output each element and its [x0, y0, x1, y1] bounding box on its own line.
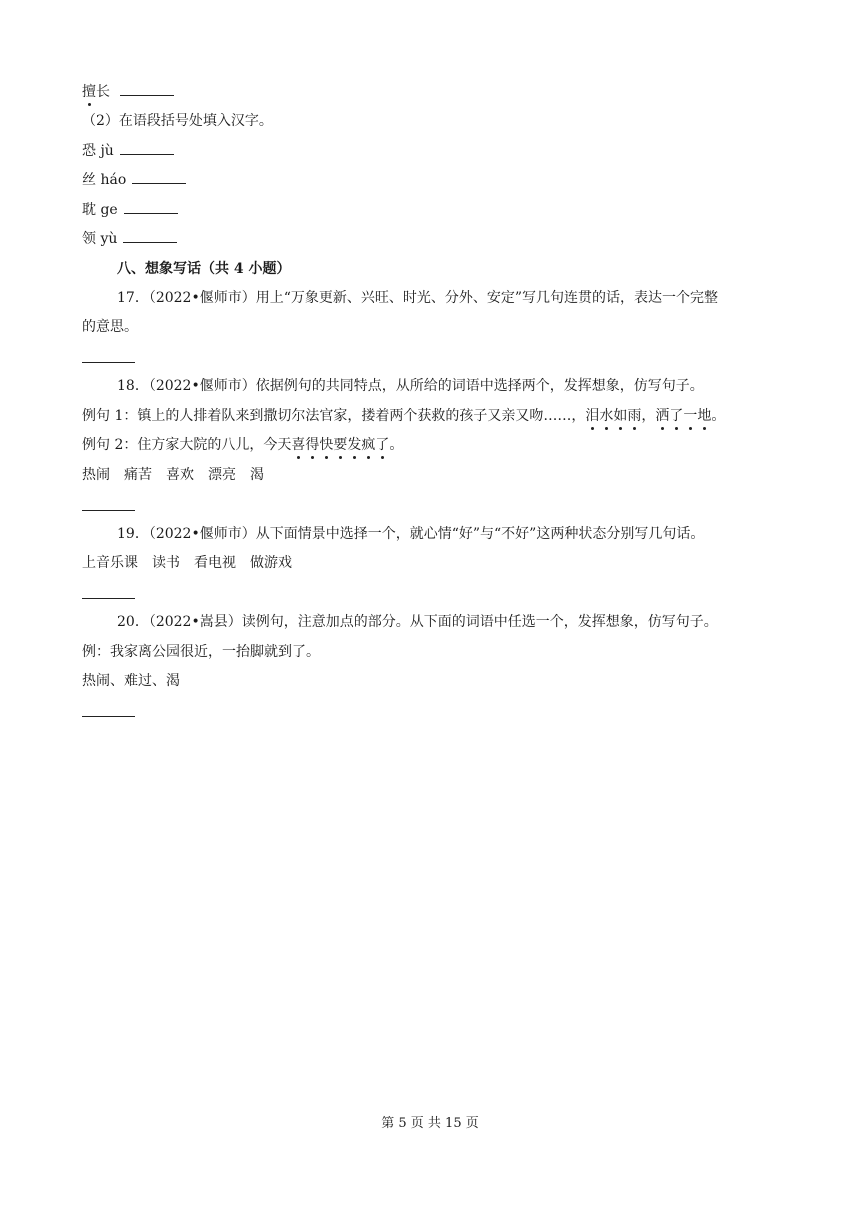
- subquestion-2: （2）在语段括号处填入汉字。: [82, 113, 273, 129]
- dotted-char: 发: [347, 437, 362, 453]
- dotted-char: 水: [599, 408, 614, 424]
- dotted-char: 地: [697, 408, 712, 424]
- dotted-char: 如: [613, 408, 628, 424]
- dotted-char: ，: [641, 408, 656, 424]
- pinyin-label: 耽 ge: [82, 202, 118, 218]
- example-end: 。: [711, 408, 726, 424]
- word-choices-18: 热闹 痛苦 喜欢 漂亮 渴: [82, 467, 264, 483]
- dotted-char: 一: [683, 408, 698, 424]
- answer-blank[interactable]: [132, 171, 186, 184]
- page-footer: 第 5 页 共 15 页: [381, 1116, 479, 1131]
- dotted-char: 了: [375, 437, 390, 453]
- answer-blank[interactable]: [120, 83, 174, 96]
- answer-blank-17[interactable]: [82, 362, 135, 363]
- answer-blank-18[interactable]: [82, 510, 135, 511]
- pinyin-label: 丝 háo: [82, 172, 127, 188]
- example-20: 例：我家离公园很近，一抬脚就到了。: [82, 644, 320, 660]
- example-end: 。: [389, 437, 404, 453]
- example-1: [82, 406, 725, 426]
- example-2: [82, 435, 403, 455]
- section-title: 八、想象写话（共 4 小题）: [117, 261, 291, 277]
- fill-row-dan: [82, 200, 178, 220]
- word-choices-20: 热闹、难过、渴: [82, 673, 180, 689]
- question-19-text: 19．（2022•偃师市）从下面情景中选择一个，就心情“好”与“不好”这两种状态分别写几句话。: [117, 526, 705, 542]
- question-18-text: 18．（2022•偃师市）依据例句的共同特点，从所给的词语中选择两个，发挥想象，仿写句子。: [117, 378, 704, 394]
- dotted-char: 疯: [361, 437, 376, 453]
- question-20-text: 20．（2022•嵩县）读例句，注意加点的部分。从下面的词语中任选一个，发挥想象，仿写句子。: [117, 614, 718, 630]
- dotted-char: 喜: [291, 437, 306, 453]
- fill-row-kong: [82, 141, 174, 161]
- pinyin-label: 恐 jù: [82, 143, 114, 159]
- word-label: 长: [96, 84, 110, 100]
- fill-row-ling: [82, 229, 177, 249]
- dotted-char: 雨: [627, 408, 642, 424]
- example-text: 例句 2：住方家大院的八儿，今天: [82, 437, 292, 453]
- dotted-char: 得: [305, 437, 320, 453]
- dotted-char: 快: [319, 437, 334, 453]
- scenario-choices-19: 上音乐课 读书 看电视 做游戏: [82, 555, 292, 571]
- answer-blank-19[interactable]: [82, 598, 135, 599]
- fill-row-si: [82, 170, 186, 190]
- dotted-char: 了: [669, 408, 684, 424]
- question-17-text-cont: 的意思。: [82, 319, 138, 335]
- pinyin-label: 领 yù: [82, 231, 118, 247]
- dotted-phrase: [585, 408, 711, 424]
- example-text: 例句 1：镇上的人排着队来到撒切尔法官家，搂着两个获救的孩子又亲又吻……，: [82, 408, 586, 424]
- dotted-char: 泪: [585, 408, 600, 424]
- dotted-char: 擅: [82, 84, 96, 100]
- answer-blank-20[interactable]: [82, 716, 135, 717]
- answer-blank[interactable]: [123, 230, 177, 243]
- answer-line-shanchang: [82, 82, 174, 102]
- question-17-text: 17．（2022•偃师市）用上“万象更新、兴旺、时光、分外、安定”写几句连贯的话，表达一个完整: [117, 290, 719, 306]
- dotted-phrase: [291, 437, 389, 453]
- answer-blank[interactable]: [120, 142, 174, 155]
- dotted-char: 洒: [655, 408, 670, 424]
- answer-blank[interactable]: [124, 201, 178, 214]
- dotted-char: 要: [333, 437, 348, 453]
